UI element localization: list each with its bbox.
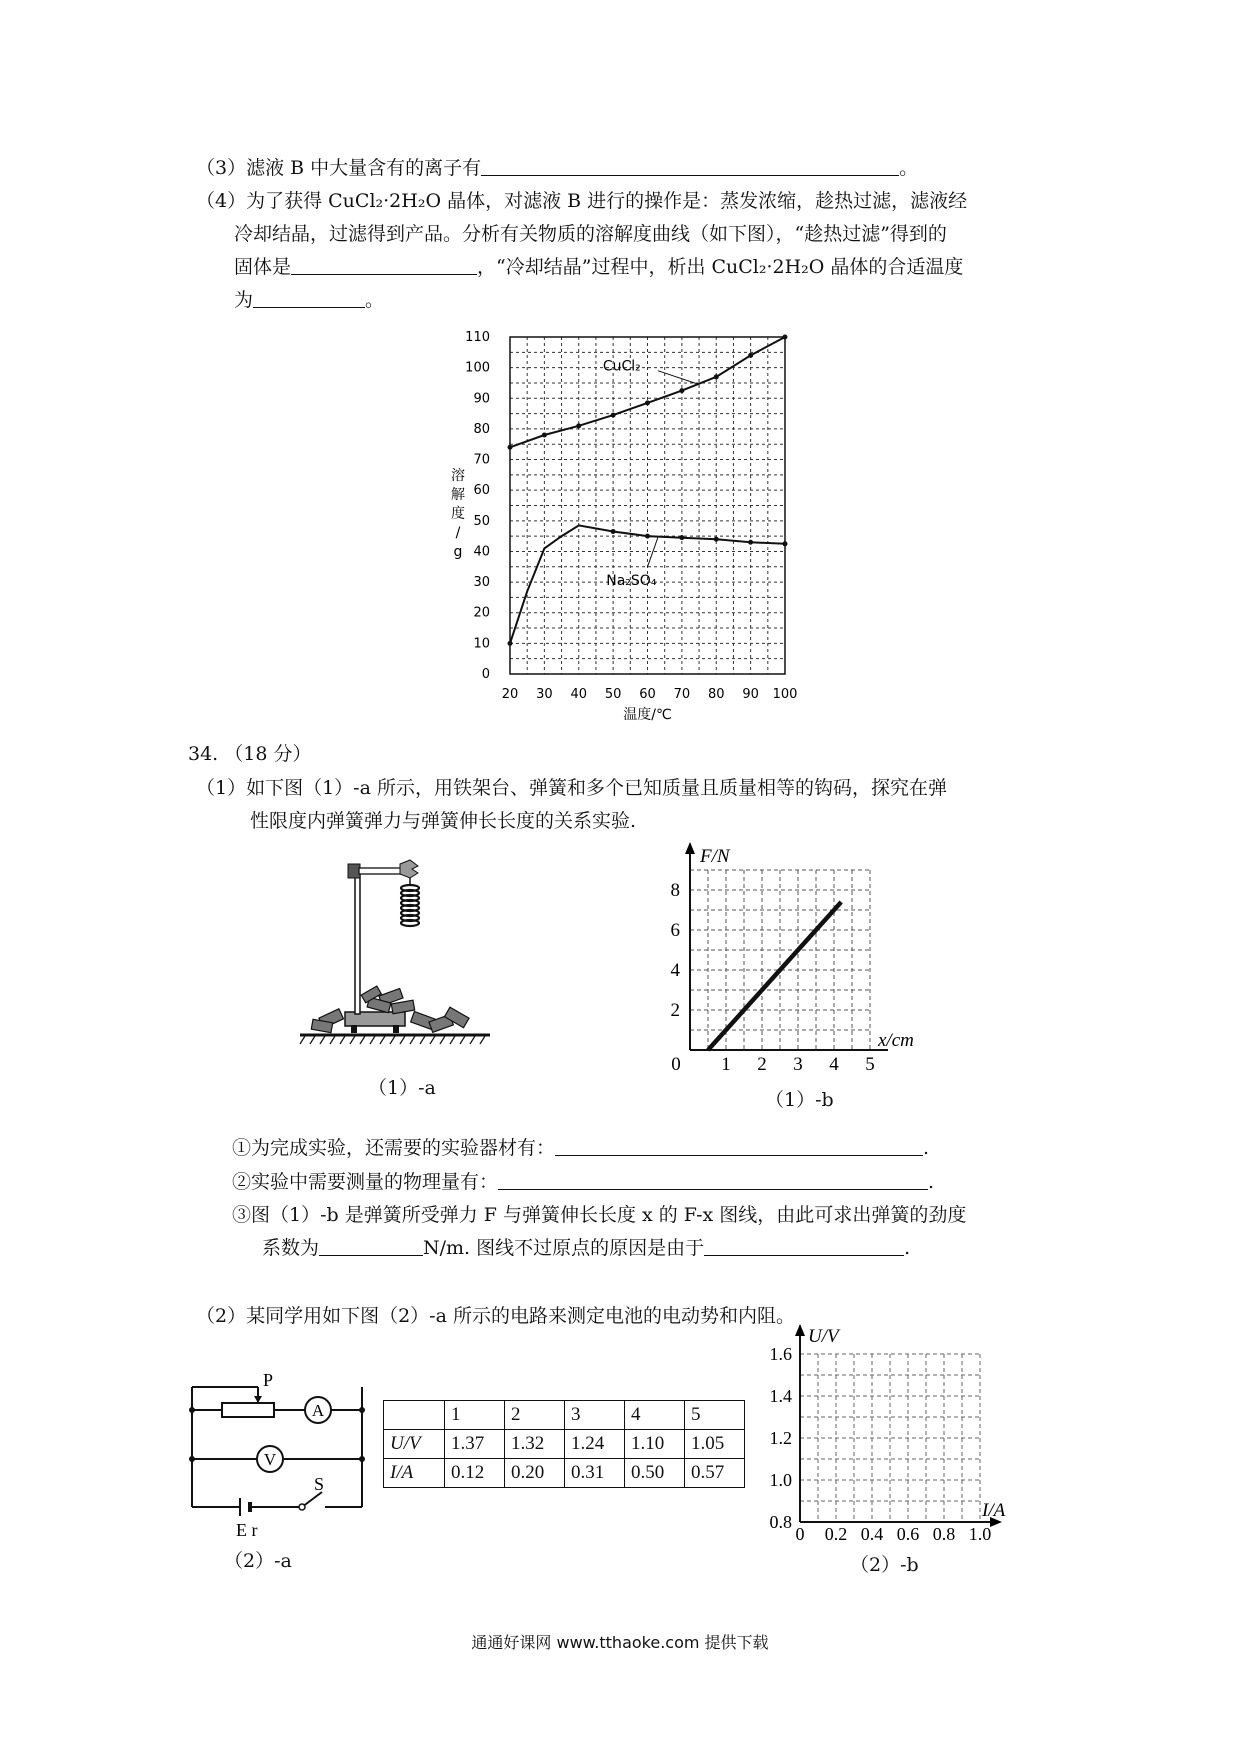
table-cell: U/V [384,1430,445,1459]
y-tick-label: 100 [465,360,490,376]
table-cell: 3 [565,1401,625,1430]
solubility-chart [430,325,830,725]
data-point [645,534,650,539]
y-tick-label: 1.2 [769,1428,792,1448]
q34-header: 34. （18 分） [188,743,312,765]
series-label-leader [648,538,658,567]
y-tick-label: 2 [670,1000,680,1021]
q33-item4-line3: 固体是 ，“冷却结晶”过程中，析出 CuCl₂·2H₂O 晶体的合适温度 [234,251,963,283]
force-extension-chart [655,840,945,1085]
caption-1a: （1）-a [368,1077,436,1099]
ground [300,1035,490,1044]
y-axis-label: 溶 [451,468,465,484]
answer-blank-spring-constant[interactable] [319,1233,423,1256]
y-tick-label: 60 [473,483,490,499]
y-tick-label: 6 [670,920,680,941]
y-tick-label: 40 [473,544,490,560]
q34-part1-q2: ②实验中需要测量的物理量有： . [232,1166,934,1198]
x-tick-label: 0.6 [896,1524,920,1544]
y-tick-label: 0 [481,667,490,682]
q34-part2-line1: （2）某同学用如下图（2）-a 所示的电路来测定电池的电动势和内阻。 [196,1305,795,1327]
caption-2a: （2）-a [224,1550,292,1572]
data-point [576,423,581,428]
data-point [714,537,719,542]
q34-part1-line1: （1）如下图（1）-a 所示，用铁架台、弹簧和多个已知质量且质量相等的钩码，探究在弹 [196,777,947,799]
x-tick-label: 90 [742,687,759,702]
data-point [748,353,753,358]
x-tick-label: 70 [673,687,691,702]
x-axis-label: 温度/℃ [623,707,672,723]
q34-part1-q1: ①为完成实验，还需要的实验器材有： . [232,1132,929,1164]
table-cell: 5 [685,1401,745,1430]
x-tick-label: 80 [707,687,725,702]
answer-blank-ions[interactable] [481,153,899,176]
table-cell: 4 [625,1401,685,1430]
y-axis-label: F/N [700,846,730,867]
label-V: V [263,1450,277,1469]
switch-pivot [299,1504,305,1510]
x-tick-label: 50 [604,687,622,702]
label-S: S [314,1474,325,1494]
caption-1b: （1）-b [765,1089,834,1111]
y-tick-label: 10 [473,636,490,652]
clamp [348,864,360,878]
table-cell: 1.05 [685,1430,745,1459]
data-point [714,374,719,379]
table-row [384,1430,745,1459]
x-tick-label: 20 [501,687,519,702]
circuit-diagram [180,1362,370,1540]
data-point [611,529,616,534]
footer: 通通好课网 www.tthaoke.com 提供下载 [471,1633,769,1652]
data-point [542,433,547,438]
data-point [783,335,788,340]
y-tick-label: 90 [473,391,490,407]
table-cell: I/A [384,1459,445,1488]
y-tick-label: 50 [473,513,490,529]
series-label: Na₂SO₄ [606,573,657,590]
data-point [783,541,788,546]
stand-rod [355,872,360,1014]
x-tick-label: 60 [639,687,656,702]
x-tick-label: 5 [865,1054,875,1075]
x-tick-label: 4 [829,1054,839,1075]
x-tick-label: 1 [721,1054,731,1075]
answer-blank-quantities[interactable] [498,1167,928,1190]
answer-blank-reason[interactable] [704,1233,904,1256]
table-cell: 1.24 [565,1430,625,1459]
y-tick-label: 0.8 [769,1512,792,1532]
origin-label: 0 [671,1054,681,1075]
q33-item4-line2: 冷却结晶，过滤得到产品。分析有关物质的溶解度曲线（如下图），“趁热过滤”得到的 [234,223,947,245]
rheostat-slider [254,1396,262,1403]
series-label-leader [658,371,699,385]
rheostat [222,1403,274,1417]
data-point [508,641,513,646]
spring [401,885,419,926]
table-cell: 1.32 [505,1430,565,1459]
table-cell: 1.37 [445,1430,505,1459]
y-axis-label: g [453,544,463,560]
label-Er: E r [236,1520,258,1540]
voltage-current-chart [760,1320,1050,1545]
q33-item4-line1: （4）为了获得 CuCl₂·2H₂O 晶体，对滤液 B 进行的操作是：蒸发浓缩，趁热过滤，滤液经 [196,190,968,212]
q34-part1-line2: 性限度内弹簧弹力与弹簧伸长长度的关系实验. [250,810,637,832]
y-tick-label: 80 [473,421,490,437]
y-tick-label: 8 [670,880,680,901]
y-tick-label: 70 [473,452,490,468]
table-cell: 0.57 [685,1459,745,1488]
y-axis-arrow [685,842,695,854]
y-tick-label: 4 [670,960,680,981]
q34-part1-q3-line2: 系数为 N/m. 图线不过原点的原因是由于 . [262,1232,910,1264]
table-cell: 1.10 [625,1430,685,1459]
data-point [508,445,513,450]
q33-item4-line4: 为 。 [234,284,384,316]
series-label: CuCl₂ [602,358,641,375]
clamp-arm [359,868,401,874]
answer-blank-solid[interactable] [291,252,477,275]
caption-2b: （2）-b [850,1554,919,1576]
series-line [708,902,841,1050]
y-tick-label: 20 [473,605,490,621]
answer-blank-equipment[interactable] [555,1133,923,1156]
y-tick-label: 30 [473,575,490,591]
clamp-head [400,860,418,878]
table-row [384,1459,745,1488]
x-tick-label: 3 [793,1054,803,1075]
data-point [748,540,753,545]
y-tick-label: 110 [465,330,490,345]
measurement-table [383,1400,745,1488]
x-axis-label: x/cm [878,1030,914,1051]
answer-blank-temperature[interactable] [253,285,365,308]
iron-stand-figure [300,850,500,1050]
x-tick-label: 0.2 [824,1524,848,1544]
y-axis-arrow [795,1324,805,1336]
data-point [611,413,616,418]
data-point [679,535,684,540]
y-tick-label: 1.4 [769,1386,792,1406]
x-tick-label: 0 [795,1524,805,1544]
table-cell: 0.20 [505,1459,565,1488]
table-cell: 0.12 [445,1459,505,1488]
stand-base [345,1012,405,1026]
x-tick-label: 0.8 [932,1524,956,1544]
q34-part1-q3-line1: ③图（1）-b 是弹簧所受弹力 F 与弹簧伸长长度 x 的 F-x 图线，由此可求出弹簧的劲度 [232,1204,967,1226]
y-axis-label: / [455,525,461,541]
x-axis-label: I/A [982,1500,1006,1521]
table-cell: 0.31 [565,1459,625,1488]
y-tick-label: 1.0 [769,1470,792,1490]
x-tick-label: 2 [757,1054,767,1075]
q33-item3: （3）滤液 B 中大量含有的离子有 。 [196,152,918,184]
table-cell: 1 [445,1401,505,1430]
y-axis-label: U/V [808,1326,839,1347]
x-tick-label: 30 [536,687,553,702]
y-tick-label: 1.6 [769,1344,792,1364]
table-cell: 2 [505,1401,565,1430]
label-P: P [263,1370,274,1390]
table-header-row [384,1401,745,1430]
table-cell: 0.50 [625,1459,685,1488]
table-cell [384,1401,445,1430]
data-point [645,400,650,405]
x-tick-label: 0.4 [860,1524,884,1544]
x-tick-label: 40 [570,687,588,702]
x-tick-label: 1.0 [968,1524,992,1544]
data-point [679,388,684,393]
x-tick-label: 100 [772,687,798,702]
y-axis-label: 解 [451,487,465,503]
y-axis-label: 度 [451,506,465,522]
label-A: A [311,1401,325,1420]
